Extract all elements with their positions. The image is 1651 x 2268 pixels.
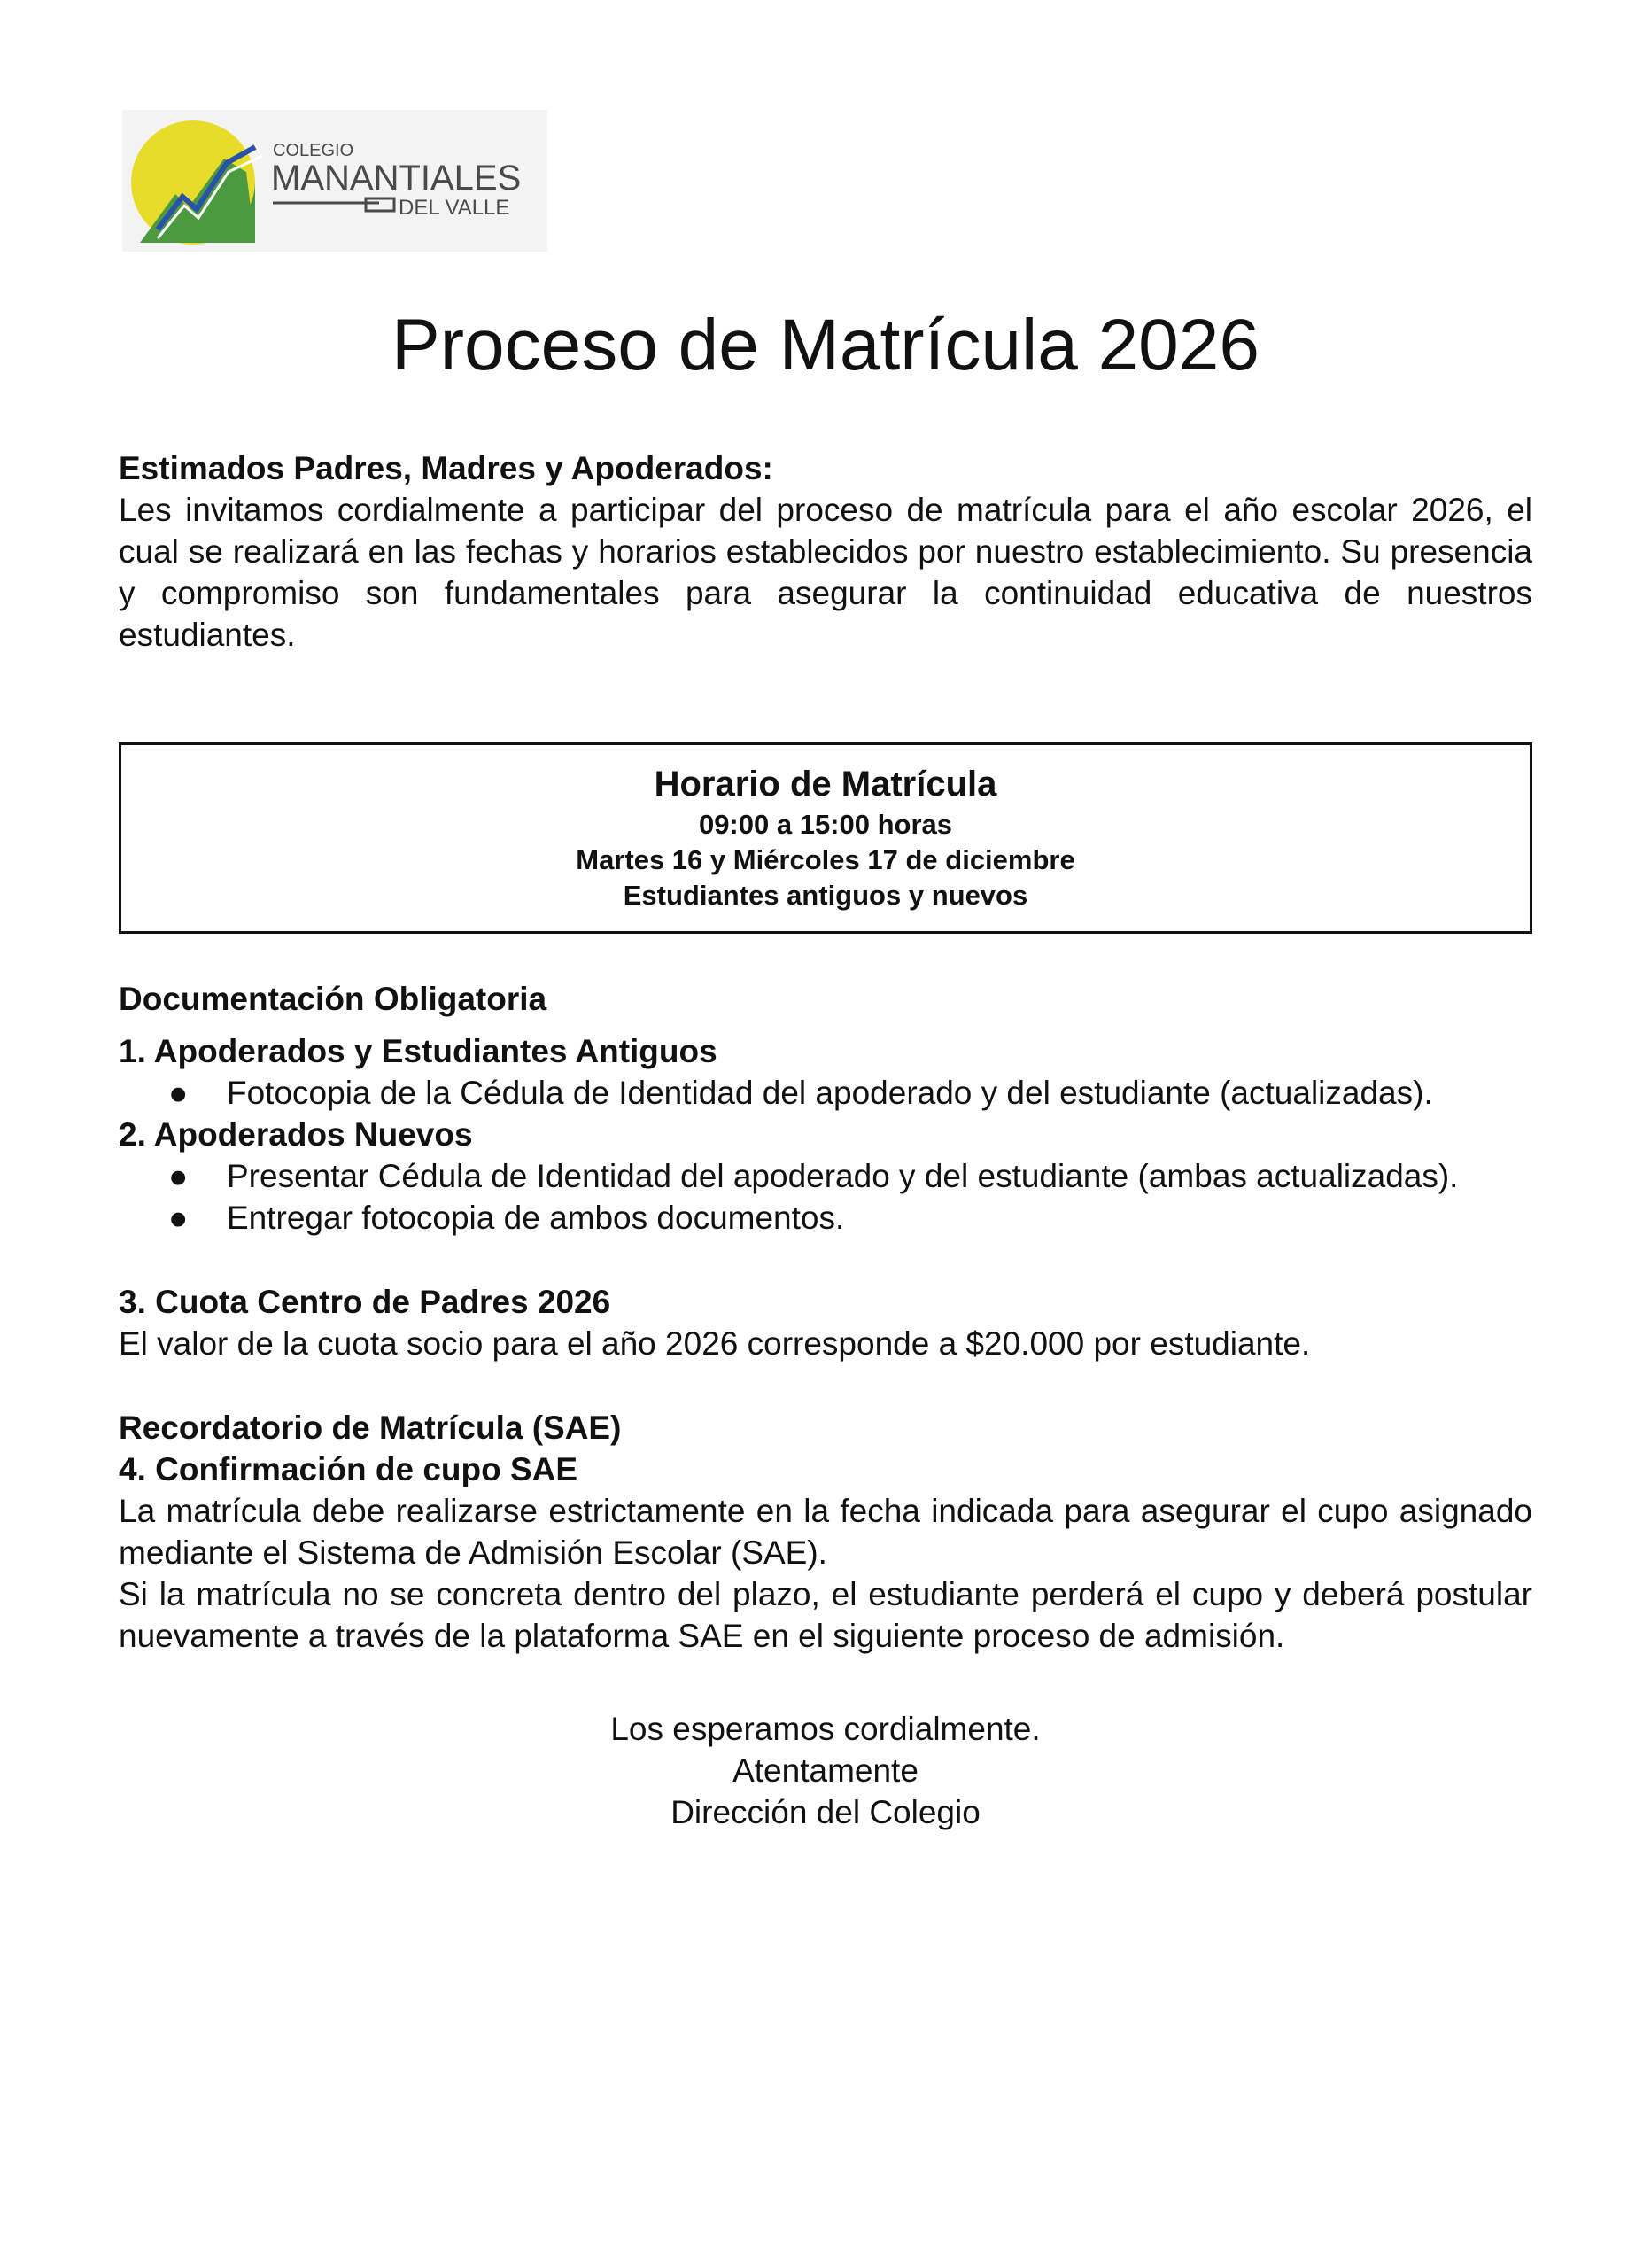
page-title: Proceso de Matrícula 2026 — [391, 305, 1260, 385]
section2-list — [119, 1155, 1532, 1239]
schedule-box — [119, 742, 1532, 934]
closing-line-2: Atentamente — [732, 1752, 919, 1789]
intro-paragraph: Les invitamos cordialmente a participar del proceso de matrícula para el año escolar 2026, el cual se realizará en las fechas y horarios establecidos por nuestro establecimiento. Su presencia y compromiso son fundamentales para asegurar la continuidad educativa de nuestros estudiantes. — [119, 492, 1532, 653]
greeting: Estimados Padres, Madres y Apoderados: — [119, 450, 773, 486]
reminder-paragraph-1: La matrícula debe realizarse estrictamente en la fecha indicada para asegurar el cupo asignado mediante el Sistema de Admisión Escolar (SAE). — [119, 1493, 1532, 1571]
school-logo — [122, 110, 547, 252]
closing-line-1: Los esperamos cordialmente. — [610, 1711, 1041, 1747]
section1-list — [119, 1072, 1532, 1114]
reminder-heading: Recordatorio de Matrícula (SAE) — [119, 1410, 622, 1446]
documentation-heading: Documentación Obligatoria — [119, 981, 547, 1017]
reminder-paragraph-2: Si la matrícula no se concreta dentro del plazo, el estudiante perderá el cupo y deberá postular nuevamente a través de la plataforma SAE en el siguiente proceso de admisión. — [119, 1576, 1532, 1654]
fee-title: 3. Cuota Centro de Padres 2026 — [119, 1284, 611, 1320]
bullet-icon: ● — [168, 1158, 189, 1194]
schedule-hours: 09:00 a 15:00 horas — [698, 809, 953, 840]
schedule-title: Horario de Matrícula — [654, 765, 997, 804]
section1-title: 1. Apoderados y Estudiantes Antiguos — [119, 1033, 717, 1069]
schedule-dates: Martes 16 y Miércoles 17 de diciembre — [576, 844, 1075, 875]
reminder-title: 4. Confirmación de cupo SAE — [119, 1451, 578, 1487]
schedule-audience: Estudiantes antiguos y nuevos — [623, 880, 1028, 911]
bullet-icon: ● — [168, 1075, 189, 1111]
section2-title: 2. Apoderados Nuevos — [119, 1116, 473, 1153]
logo-line1: COLEGIO — [273, 141, 354, 160]
list-item: ● Presentar Cédula de Identidad del apoderado y del estudiante (ambas actualizadas). — [119, 1155, 1532, 1197]
list-item: ● Entregar fotocopia de ambos documentos. — [119, 1197, 1532, 1239]
logo-emblem-icon — [122, 110, 547, 252]
closing-signature: Dirección del Colegio — [670, 1794, 981, 1830]
closing-block — [119, 1708, 1532, 1833]
fee-text: El valor de la cuota socio para el año 2026 corresponde a $20.000 por estudiante. — [119, 1325, 1311, 1362]
list-item: ● Fotocopia de la Cédula de Identidad del apoderado y del estudiante (actualizadas). — [119, 1072, 1532, 1114]
logo-line2: MANANTIALES — [271, 159, 522, 198]
bullet-icon: ● — [168, 1200, 189, 1236]
logo-line3: DEL VALLE — [399, 196, 510, 220]
letter-body — [119, 447, 1532, 1833]
